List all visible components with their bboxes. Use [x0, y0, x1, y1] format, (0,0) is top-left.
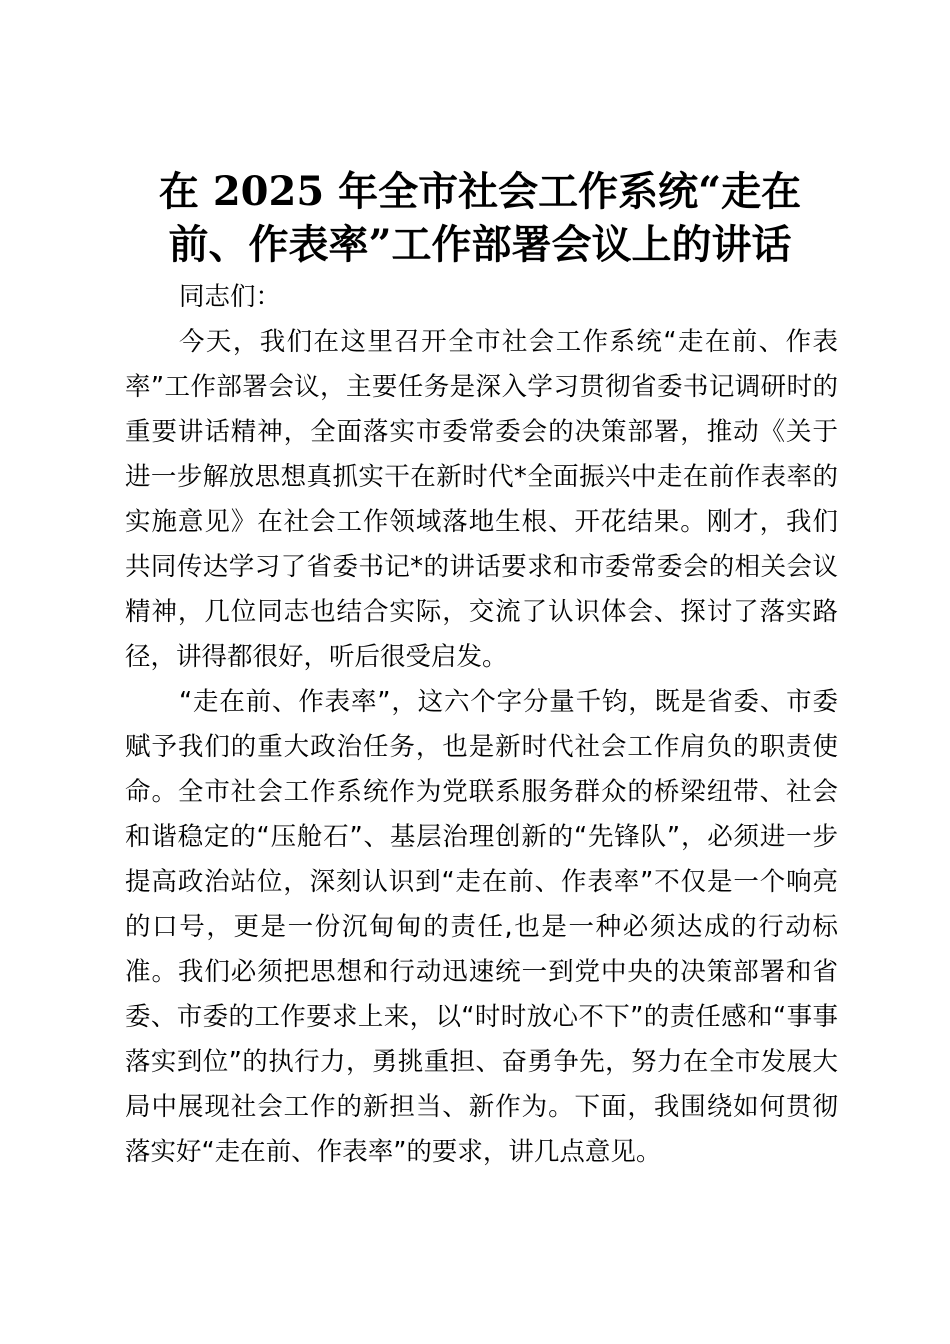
paragraph-1-line: 重要讲话精神，全面落实市委常委会的决策部署，推动《关于	[125, 417, 838, 447]
paragraph-2-line: 准。我们必须把思想和行动迅速统一到党中央的决策部署和省	[125, 957, 838, 987]
paragraph-2-line: 提高政治站位，深刻认识到“走在前、作表率”不仅是一个响亮	[125, 867, 838, 897]
paragraph-2-line: 落实好“走在前、作表率”的要求，讲几点意见。	[125, 1137, 662, 1167]
paragraph-2-line: 委、市委的工作要求上来，以“时时放心不下”的责任感和“事事	[125, 1002, 838, 1032]
paragraph-1-line: 共同传达学习了省委书记*的讲话要求和市委常委会的相关会议	[125, 552, 838, 582]
document-title-line-2: 前、作表率”工作部署会议上的讲话	[168, 221, 792, 268]
paragraph-2-line: 命。全市社会工作系统作为党联系服务群众的桥梁纽带、社会	[125, 777, 838, 807]
paragraph-1-line: 实施意见》在社会工作领域落地生根、开花结果。刚才，我们	[125, 507, 838, 537]
paragraph-2-line: “走在前、作表率”，这六个字分量千钧，既是省委、市委	[179, 687, 838, 717]
paragraph-2-line: 局中展现社会工作的新担当、新作为。下面，我围绕如何贯彻	[125, 1092, 838, 1122]
paragraph-2-line: 落实到位”的执行力，勇挑重担、奋勇争先，努力在全市发展大	[125, 1047, 838, 1077]
paragraph-1-line: 精神，几位同志也结合实际，交流了认识体会、探讨了落实路	[125, 597, 838, 627]
paragraph-2-line: 的口号，更是一份沉甸甸的责任,也是一种必须达成的行动标	[125, 912, 838, 942]
document-title-line-1: 在 2025 年全市社会工作系统“走在	[158, 168, 802, 215]
paragraph-1-line: 进一步解放思想真抓实干在新时代*全面振兴中走在前作表率的	[125, 462, 838, 492]
paragraph-2-line: 赋予我们的重大政治任务，也是新时代社会工作肩负的职责使	[125, 732, 838, 762]
paragraph-1-line: 率”工作部署会议，主要任务是深入学习贯彻省委书记调研时的	[125, 372, 838, 402]
paragraph-1-line: 径，讲得都很好，听后很受启发。	[125, 642, 508, 672]
paragraph-2-line: 和谐稳定的“压舱石”、基层治理创新的“先锋队”，必须进一步	[125, 822, 838, 852]
salutation: 同志们：	[179, 282, 282, 312]
paragraph-1-line: 今天，我们在这里召开全市社会工作系统“走在前、作表	[179, 327, 838, 357]
